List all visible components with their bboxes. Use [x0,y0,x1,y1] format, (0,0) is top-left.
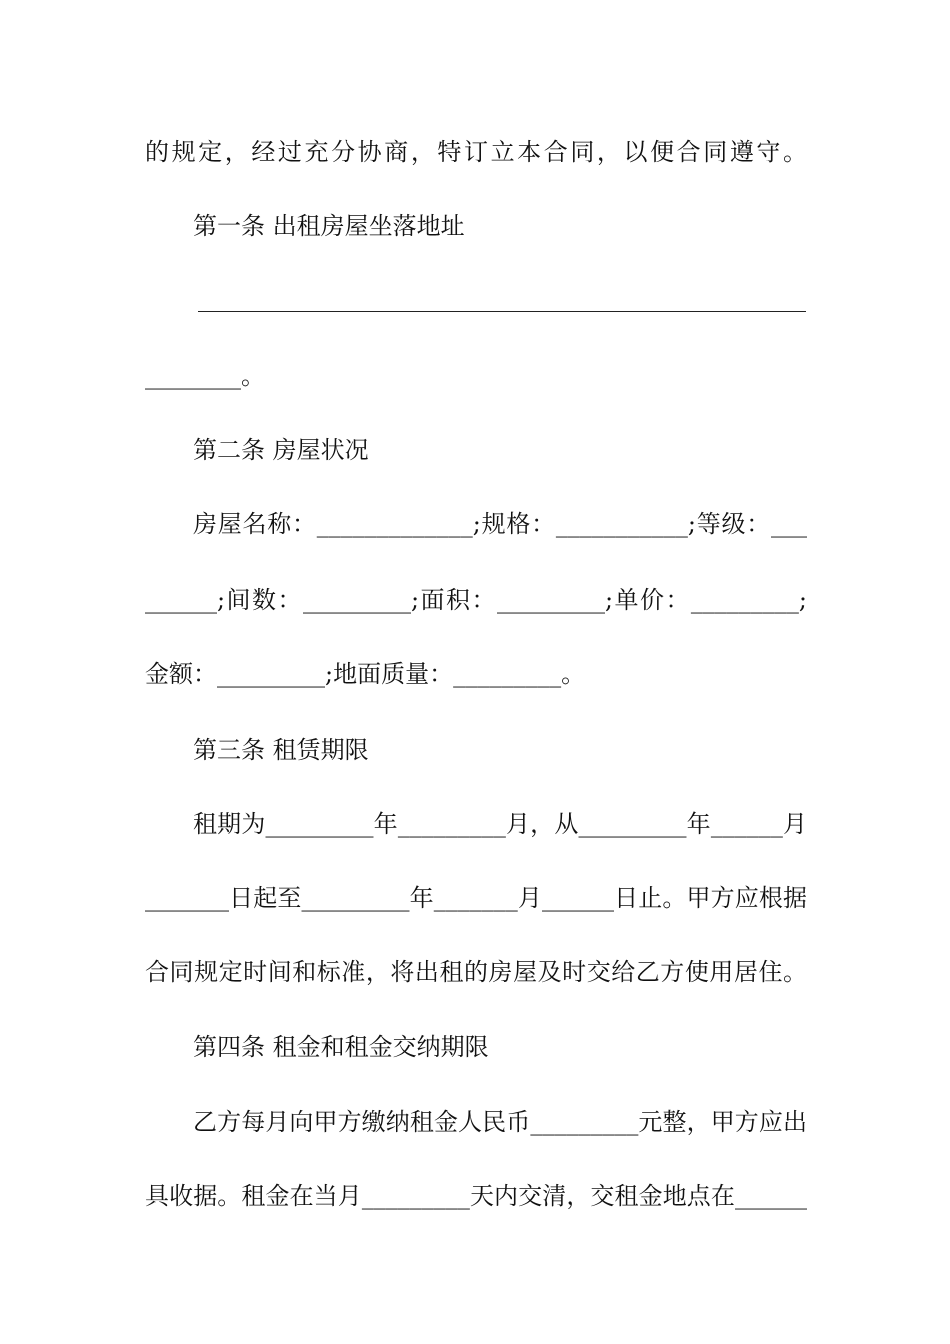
rent-line-1: 乙方每月向甲方缴纳租金人民币_________元整，甲方应出 [193,1108,807,1136]
rent-line-2: 具收据。租金在当月_________天内交清，交租金地点在______ [145,1182,807,1210]
paragraph-line-1: 的规定，经过充分协商，特订立本合同，以便合同遵守。 [145,138,807,166]
address-blank-rule [198,311,806,312]
lease-term-line-1: 租期为_________年_________月，从_________年______月 [193,810,807,838]
house-status-line-1: 房屋名称：_____________;规格：___________;等级：___ [193,510,807,538]
house-status-line-2: ______;间数：_________;面积：_________;单价：_________; [145,586,807,614]
article-2-heading: 第二条 房屋状况 [193,436,369,464]
article-1-heading: 第一条 出租房屋坐落地址 [193,212,465,240]
lease-term-line-2: _______日起至_________年_______月______日止。甲方应根据 [145,884,807,912]
article-3-heading: 第三条 租赁期限 [193,736,369,764]
house-status-line-3: 金额：_________;地面质量：_________。 [145,660,586,688]
address-blank-end: ________。 [145,362,265,390]
lease-term-line-3: 合同规定时间和标准，将出租的房屋及时交给乙方使用居住。 [145,958,807,986]
article-4-heading: 第四条 租金和租金交纳期限 [193,1033,489,1061]
